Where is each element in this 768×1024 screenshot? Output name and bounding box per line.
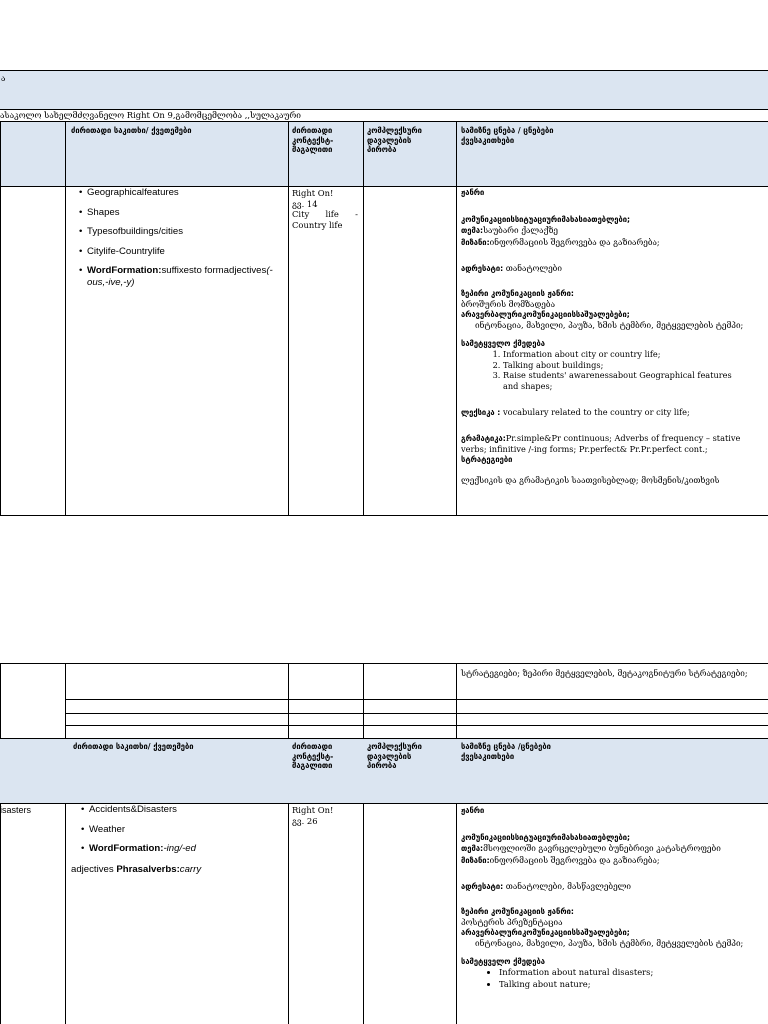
list-item: • Accidents&Disasters — [89, 804, 294, 816]
list-item: 1. Information about city or country life; — [503, 349, 766, 360]
continuation-text: სტრატეგიები; ზეპირი მეტყველების, მეტაკოგნიტური სტრატეგიები; — [461, 668, 748, 678]
list-item: • Weather — [89, 824, 294, 836]
table-1-title: ა — [1, 73, 6, 83]
header-target: სამიზნე ცნება /ცნებები ქვესაკითხები — [461, 742, 551, 761]
table-1-subtitle: ასაკოლო სახელმძღვანელო Right On 9,გამომცემლობა ,,სულაკაური — [0, 110, 301, 120]
list-item: • Typesofbuildings/cities — [87, 226, 292, 238]
list-item: • Shapes — [87, 207, 292, 219]
header-task: კომპლექსური დავალების პირობა — [367, 126, 422, 154]
target-concepts: ჟანრი კომუნიკაციისსიტუაციურიმახასიათებლები; თემა:საუბარი ქალაქზე მიზანი:ინფორმაციის შეგროვება და გაზიარება; ადრესატი: თანატოლები ზეპირი კომუნიკაციის ჟანრი: ბროშურის მომზადება არავერბალურიკომუნიკაციისსაშუალებები; ინტონაცია, მახვილი, პაუზა, ხმის ტემბრი, მეტყველების ტემპი; სამეტყველო ქმედება 1. Information about city or country life; 2. Talking about buildings; 3. Raise students' awarenessabout Geographical features and shapes; ლექსიკა : vocabulary related to the country or city life; გრამატიკა:Pr.simple&Pr continuous; Adverbs of frequency – stative verbs; infinitive /-ing forms; Pr.perfect& Pr.Pr.perfect cont.; სტრატეგიები ლექსიკის და გრამატიკის საათვისებლად; მოსმენის/კითხვის — [461, 188, 766, 486]
adjectives-line: adjectives Phrasalverbs:carry — [71, 864, 202, 875]
table-1-title-band — [0, 70, 768, 110]
list-item: 3. Raise students' awarenessabout Geographical features and shapes; — [503, 370, 733, 391]
list-item: • Geographicalfeatures — [87, 187, 292, 199]
header-context: ძირითადი კონტექსტ-მაგალითი — [292, 126, 334, 154]
list-item: • Information about natural disasters; — [499, 967, 766, 979]
speech-actions — [461, 349, 766, 391]
header-task: კომპლექსური დავალების პირობა — [367, 742, 422, 770]
target-concepts: ჟანრი კომუნიკაციისსიტუაციურიმახასიათებლები; თემა:მსოფლიოში გავრცელებული ბუნებრივი კატასტროფები მიზანი:ინფორმაციის შეგროვება და გაზიარება; ადრესატი: თანატოლები, მასწავლებელი ზეპირი კომუნიკაციის ჟანრი: პოსტერის პრეზენტაცია არავერბალურიკომუნიკაციისსაშუალებები; ინტონაცია, მახვილი, პაუზა, ხმის ტემბრი, მეტყველების ტემპი; სამეტყველო ქმედება • Information about natural disasters; • Talking about nature; — [461, 806, 766, 990]
list-item-word-formation: • WordFormation:suffixesto formadjectives(-ous,-ive,-y) — [87, 265, 292, 288]
list-item: • Citylife-Countrylife — [87, 246, 292, 258]
header-context: ძირითადი კონტექსტ-მაგალითი — [292, 742, 334, 770]
context-example: Right On! გვ. 26 — [292, 805, 334, 826]
header-topic: ძირითადი საკითხი/ ქვეთემები — [71, 126, 192, 135]
row-label: isasters — [0, 805, 32, 815]
list-item: 2. Talking about buildings; — [503, 360, 766, 371]
speech-actions — [461, 967, 766, 990]
topic-list — [77, 187, 292, 296]
list-item-word-formation: • WordFormation:-ing/-ed — [89, 843, 294, 855]
header-topic: ძირითადი საკითხი/ ქვეთემები — [73, 742, 194, 751]
topic-list — [79, 804, 294, 863]
context-example: Right On! გვ. 14 City life - Country life — [292, 188, 358, 230]
header-target: სამიზნე ცნება / ცნებები ქვესაკითხები — [461, 126, 554, 145]
list-item: • Talking about nature; — [499, 979, 766, 991]
